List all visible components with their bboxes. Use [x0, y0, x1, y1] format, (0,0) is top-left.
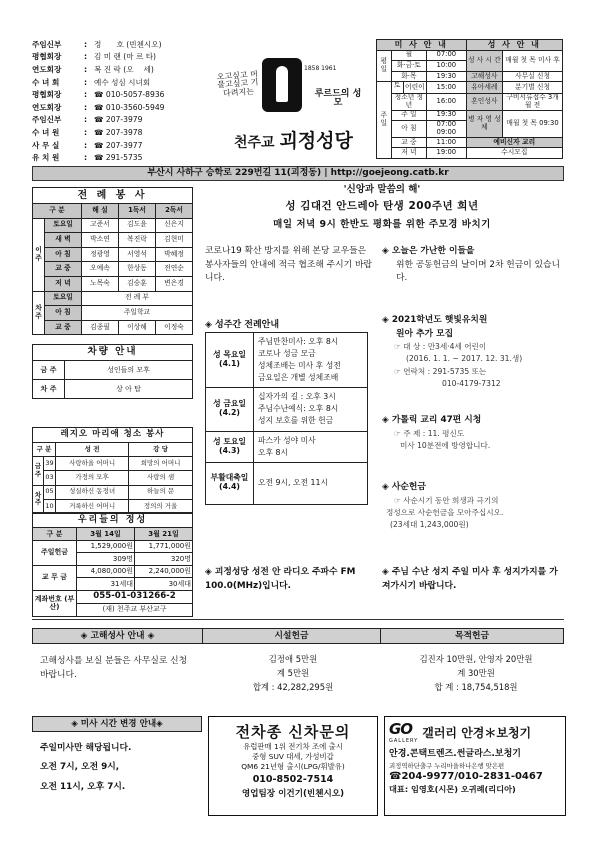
notice-text: (23세대 1,243,000원) — [390, 519, 469, 529]
holy-desc-line: 파스카 성야 미사 — [258, 435, 316, 445]
notice-text: ☞ 주 제 : 11. 평신도 — [394, 428, 465, 438]
address-bar: 부산시 사하구 승학로 229번길 11(괴정동) | http://goejeong.catb.kr — [32, 166, 564, 181]
separator: : — [84, 127, 88, 137]
slogan: 오고싶고 머물고싶고 기다려지는 — [216, 69, 259, 98]
table-row-label: 교 중 — [45, 320, 82, 335]
mass-time: 19:30 — [427, 110, 466, 121]
holy-desc-line: 오후 8시 — [258, 447, 289, 457]
holy-week-table — [205, 332, 368, 505]
staff-row — [32, 126, 222, 139]
offering-line: 계 5만원 — [276, 667, 310, 678]
mass-time: 07:00 09:00 — [427, 121, 466, 138]
notice-text: (2016. 1. 1. ~ 2017. 12. 31.생) — [406, 354, 523, 364]
table-cell: 4,080,000원 — [77, 565, 135, 578]
mary-emblem-icon — [262, 58, 302, 112]
mass-time: 10:00 — [427, 61, 466, 72]
year-theme: '신앙과 말씀의 해' — [343, 184, 421, 195]
ad-line: 중형 SUV 대세, 가성비갑 — [252, 751, 334, 761]
table-cell: 03 — [44, 471, 56, 485]
staff-value: 예수 성심 시녀회 — [94, 77, 151, 87]
notice-title: 원아 추가 모집 — [396, 328, 454, 339]
table-cell: 상 아 탑 — [65, 380, 193, 399]
table-row-label: 토요일 — [45, 218, 82, 233]
table-header: 구 분 — [33, 443, 56, 457]
holy-desc-line: 주님만찬미사: 오후 8시 — [258, 337, 339, 346]
optician-advertisement — [384, 716, 566, 816]
holy-desc-line: 성지 보호를 위한 헌금 — [258, 416, 334, 426]
sat-label: 토 — [392, 82, 404, 93]
table-cell: 박소연 — [82, 233, 119, 248]
table-header: 2독서 — [156, 204, 193, 219]
mass-day-pair — [391, 82, 426, 94]
church-title: 괴정성당 — [279, 130, 353, 152]
table-cell: 신은지 — [156, 218, 193, 233]
offering-line: 김정애 5만원 — [268, 654, 318, 664]
staff-value: 정 호 (빈첸시오) — [94, 39, 162, 49]
mass-title: 미 사 안 내 — [377, 40, 467, 51]
table-cell: 2,240,000원 — [135, 565, 193, 578]
notice-text: 미사 10분전에 방영합니다. — [400, 440, 491, 450]
glasses-logo-icon — [389, 720, 418, 744]
table-cell: 사랑의 샘 — [129, 471, 193, 485]
table-header: 구 분 — [33, 204, 82, 219]
next-week-label: 차주 — [33, 485, 44, 513]
mass-time: 07:00 — [427, 50, 466, 61]
this-week-label: 금주 — [33, 457, 44, 485]
table-cell: 노목숙 — [82, 276, 119, 291]
sacrament-title: 성 사 안 내 — [466, 40, 562, 51]
separator: : — [84, 90, 88, 100]
notice-title: ◈ 오늘은 가난한 이들을 — [382, 246, 475, 256]
account-owner: (재) 천주교 부산교구 — [77, 603, 193, 616]
divider — [32, 619, 564, 620]
mass-time: 11:00 — [427, 137, 466, 148]
ad-line: 유럽판매 1위 전기차 조에 출시 — [243, 742, 343, 751]
mass-day: 교 중 — [391, 137, 426, 148]
table-cell: 김도윤 — [119, 218, 156, 233]
notice-text: ☞ 연락처 : 291-5735 또는 — [394, 366, 487, 376]
table-cell: 박혜정 — [156, 247, 193, 262]
catechism-title: 예비신자 교리 — [466, 137, 562, 148]
table-cell: 사랑하올 어머니 — [56, 457, 129, 471]
notice-kindergarten — [382, 314, 562, 390]
facility-offering — [208, 653, 378, 695]
notice-title: ◈ 가톨릭 교리 47편 시청 — [382, 415, 482, 425]
holy-week-title: ◈ 성주간 전례안내 — [205, 320, 280, 330]
liturgy-service-table — [32, 187, 193, 335]
table-row-label: 계좌번호 (부산) — [33, 590, 77, 616]
notice-text: ☞ 사순시기 동안 희생과 극기의 — [394, 495, 499, 505]
mass-day: 청소년 청 년 — [391, 93, 426, 110]
church-logo-area — [216, 38, 364, 152]
jubilee-title: 성 김대건 안드레아 탄생 200주년 희년 — [285, 200, 479, 212]
prayer-notice: 매일 저녁 9시 한반도 평화를 위한 주모경 바치기 — [273, 219, 491, 230]
mass-day: 저 녁 — [391, 148, 426, 159]
table-cell: 한상동 — [119, 262, 156, 277]
optician-phone: ☎204-9977/010-2831-0467 — [389, 771, 543, 782]
this-week-label: 이 주 — [33, 218, 45, 291]
mass-time: 16:00 — [427, 93, 466, 110]
bottom-header-table — [32, 628, 564, 644]
table-cell: 서영석 — [119, 247, 156, 262]
confession-title: ◈ 고해성사 안내 ◈ — [33, 629, 203, 644]
church-name — [234, 126, 353, 153]
mass-time: 15:00 — [427, 82, 466, 94]
staff-value: 김 미 랜 (마 르 타) — [94, 52, 157, 62]
notice-palm-sunday: ◈ 주님 수난 성지 주일 미사 후 성지가지를 가져가시기 바랍니다. — [382, 567, 558, 591]
vehicle-table — [32, 344, 193, 399]
mass-day: 월 — [391, 50, 426, 61]
notice-text: 위한 공동헌금의 날이며 2차 헌금이 있습니다. — [396, 259, 561, 284]
holy-day — [206, 388, 254, 431]
notice-poor — [382, 245, 562, 286]
staff-value: ☎ 010-3560-5949 — [94, 102, 165, 112]
table-cell: 1,529,000원 — [77, 540, 135, 553]
offering-total: 합 계 : 18,754,518원 — [434, 681, 518, 692]
table-cell: 1,771,000원 — [135, 540, 193, 553]
separator: : — [84, 77, 88, 87]
offering-table — [32, 512, 193, 617]
table-cell: 320명 — [135, 553, 193, 566]
holy-desc-line: 오전 9시, 오전 11시 — [258, 478, 328, 488]
notice-covid: 코로나19 확산 방지를 위해 본당 교우들은 봉사자들의 안내에 적극 협조해 주시기 바랍니다. — [205, 246, 372, 284]
staff-role: 사 무 실 — [32, 140, 60, 150]
offering-line: 김진자 10만원, 안영자 20만원 — [419, 654, 533, 664]
sacrament-value: 구비서류접수 3개월 전 — [503, 93, 563, 110]
holy-day — [206, 462, 254, 504]
holy-desc-line: 코로나 성금 모금 — [258, 349, 316, 359]
holy-desc-line: 금요일은 개별 성체조배 — [258, 373, 339, 383]
holy-desc-line: 주님수난예식: 오후 8시 — [258, 404, 339, 414]
optician-logo — [389, 720, 561, 744]
table-cell: 05 — [44, 485, 56, 499]
staff-value: ☎ 010-5057-8936 — [94, 90, 165, 100]
staff-value: 복 진 락 (오 세) — [94, 64, 154, 74]
table-header: 1독서 — [119, 204, 156, 219]
notice-title: ◈ 사순헌금 — [382, 482, 426, 492]
mass-day: 화·금·토 — [391, 61, 426, 72]
car-advertisement — [208, 716, 378, 816]
sacrament-value: 분기별 신청 — [503, 82, 563, 94]
table-row-label: 새 벽 — [45, 233, 82, 248]
table-cell: 이정숙 — [156, 320, 193, 335]
staff-list — [32, 38, 222, 164]
table-cell: 고준서 — [82, 218, 119, 233]
optician-items: 안경.콘택트렌즈.썬글라스.보청기 — [389, 749, 521, 759]
staff-row — [32, 101, 222, 114]
mass-change-list — [40, 739, 200, 797]
notice-text: 정성으로 사순헌금을 모아주십시오. — [386, 507, 504, 517]
table-cell: 희망의 어머니 — [129, 457, 193, 471]
table-header: 성 전 — [56, 443, 129, 457]
staff-row — [32, 38, 222, 51]
ad-manager: 영업팀장 이건기(빈첸시오) — [241, 788, 345, 799]
vehicle-title: 차량 안내 — [33, 345, 193, 361]
mass-schedule-table — [376, 39, 563, 159]
holy-desc — [254, 431, 368, 462]
notice-catechism — [382, 414, 562, 452]
staff-row — [32, 114, 222, 127]
optician-name: 갤러리 안경＊보청기 — [422, 725, 532, 740]
table-row-label: 금 주 — [33, 361, 65, 380]
table-cell: 성인들의 모후 — [65, 361, 193, 380]
notice-lent-offering — [382, 481, 562, 531]
mass-day: 어린이 — [405, 82, 425, 91]
emblem-year: 1858 1961 — [304, 65, 337, 72]
notice-title: ◈ 2021학년도 햇빛유치원 — [382, 315, 488, 325]
staff-role: 유 치 원 — [32, 153, 60, 163]
holy-day — [206, 431, 254, 462]
mass-day: 화·목 — [391, 71, 426, 82]
holy-day-name: 성 토요일 — [213, 436, 246, 446]
mass-change-line: 주일미사만 해당됩니다. — [40, 743, 132, 753]
table-cell: 30세대 — [135, 578, 193, 591]
ad-line: QM6 21년형 출시(LPG/휘발유) — [241, 761, 345, 771]
table-cell: 김현미 — [156, 233, 193, 248]
table-cell: 이상해 — [119, 320, 156, 335]
staff-row — [32, 63, 222, 76]
table-row-label: 교 무 금 — [33, 565, 77, 590]
staff-row — [32, 139, 222, 152]
sacrament-value: 매월 첫 목 미사 후 — [503, 50, 563, 71]
holy-desc — [254, 462, 368, 504]
offering-total: 합계 : 42,282,295원 — [252, 681, 334, 692]
staff-role: 주임신부 — [32, 115, 62, 125]
staff-value: ☎ 291-5735 — [94, 153, 143, 163]
table-row-label: 저 녁 — [45, 276, 82, 291]
table-cell: 성실하신 동정녀 — [56, 485, 129, 499]
table-cell: 39 — [44, 457, 56, 471]
table-row-label: 주일헌금 — [33, 540, 77, 565]
staff-value: ☎ 207-3978 — [94, 127, 143, 137]
separator: : — [84, 140, 88, 150]
staff-role: 수 녀 회 — [32, 77, 60, 87]
holy-day-date: (4.4) — [219, 482, 240, 492]
sacrament-value: 사무실 신청 — [503, 71, 563, 82]
staff-value: ☎ 207-3977 — [94, 140, 143, 150]
table-cell: 정광영 — [82, 247, 119, 262]
mass-change-line: 오전 7시, 오전 9시, — [40, 762, 120, 773]
staff-row — [32, 151, 222, 164]
holy-day-name: 부활대축일 — [210, 473, 249, 483]
table-cell: 10 — [44, 499, 56, 513]
table-cell: 주일학교 — [82, 306, 193, 321]
table-cell: 309명 — [77, 553, 135, 566]
notice-radio: ◈ 괴정성당 성전 안 라디오 주파수 FM 100.0(MHz)입니다. — [205, 567, 356, 591]
table-cell: 정의의 거울 — [129, 499, 193, 513]
sacrament-label: 혼인성사 — [466, 93, 503, 110]
table-header: 강 당 — [129, 443, 193, 457]
logo-sub: GALLERY — [389, 738, 419, 744]
ad-phone: 010-8502-7514 — [252, 773, 334, 785]
legio-cleaning-table — [32, 427, 193, 514]
separator: : — [84, 115, 88, 125]
confession-text: 고해성사를 보실 분들은 사무실로 신청바랍니다. — [40, 656, 188, 681]
separator: : — [84, 153, 88, 163]
table-cell: 변은경 — [156, 276, 193, 291]
holy-day-name: 성 목요일 — [213, 350, 246, 360]
purpose-offering-title: 목적헌금 — [381, 629, 564, 644]
ad-title: 전차종 신차문의 — [235, 723, 351, 741]
staff-role: 수 녀 원 — [32, 127, 60, 137]
table-cell: 전연순 — [156, 262, 193, 277]
table-cell: 복진락 — [119, 233, 156, 248]
catechism-value: 수시모집 — [466, 148, 562, 159]
table-row-label: 아 침 — [45, 247, 82, 262]
holy-day-date: (4.3) — [219, 445, 240, 455]
table-cell: 김승훈 — [119, 276, 156, 291]
holy-day-date: (4.2) — [219, 408, 240, 418]
table-header: 구 분 — [33, 528, 77, 541]
mass-change-line: 오전 11시, 오후 7시. — [40, 781, 126, 792]
separator: : — [84, 102, 88, 112]
sacrament-label: 병 자 영 성 체 — [466, 110, 503, 137]
mass-day: 아 침 — [391, 121, 426, 138]
holy-desc-line: 성체조배는 미사 후 성전 — [258, 361, 341, 371]
table-row-label: 토요일 — [45, 291, 82, 306]
staff-row — [32, 88, 222, 101]
church-prefix: 천주교 — [234, 135, 275, 151]
account-number: 055-01-031266-2 — [77, 590, 193, 603]
next-week-label: 차 주 — [33, 291, 45, 335]
holy-desc — [254, 333, 368, 388]
staff-role: 평협회장 — [32, 52, 62, 62]
table-header: 3월 14일 — [77, 528, 135, 541]
mass-change-title: ◈ 미사 시간 변경 안내◈ — [32, 716, 202, 732]
staff-value: ☎ 207-3979 — [94, 115, 143, 125]
sacrament-label: 성 사 시 간 — [466, 50, 503, 71]
staff-role: 평협회장 — [32, 90, 62, 100]
table-row-label: 차 주 — [33, 380, 65, 399]
staff-role: 연도회장 — [32, 102, 62, 112]
purpose-offering — [386, 653, 566, 695]
staff-role: 연도회장 — [32, 64, 62, 74]
separator: : — [84, 52, 88, 62]
table-cell: 김종필 — [82, 320, 119, 335]
table-cell: 하늘의 문 — [129, 485, 193, 499]
sacrament-label: 유아세례 — [466, 82, 503, 94]
notice-text: ☞ 대 상 : 만3세·4세 어린이 — [394, 342, 487, 352]
table-cell: 31세대 — [77, 578, 135, 591]
notice-text: 010-4179-7312 — [442, 378, 501, 388]
sacrament-value: 매월 첫 목 09:30 — [503, 110, 563, 137]
lourdes-label: 루르드의 성모 — [314, 89, 362, 109]
mass-time: 19:30 — [427, 71, 466, 82]
weekday-label: 평일 — [377, 50, 392, 82]
holy-desc — [254, 388, 368, 431]
service-title: 전 례 봉 사 — [33, 188, 193, 204]
mass-day: 주 일 — [391, 110, 426, 121]
legio-title: 레지오 마리애 청소 봉사 — [33, 428, 193, 443]
staff-role: 주임신부 — [32, 39, 62, 49]
table-cell: 오예속 — [82, 262, 119, 277]
offering-title: 우리들의 정성 — [33, 513, 193, 528]
table-header: 해 설 — [82, 204, 119, 219]
table-cell: 전 례 부 — [82, 291, 193, 306]
table-header: 3월 21일 — [135, 528, 193, 541]
staff-row — [32, 76, 222, 89]
table-row-label: 교 중 — [45, 262, 82, 277]
logo-mark: GO — [389, 720, 413, 738]
separator: : — [84, 64, 88, 74]
sacrament-label: 고해성사 — [466, 71, 503, 82]
separator: : — [84, 39, 88, 49]
mass-time: 19:00 — [427, 148, 466, 159]
table-cell: 거룩하신 어머니 — [56, 499, 129, 513]
offering-line: 계 30만원 — [457, 667, 495, 678]
staff-row — [32, 51, 222, 64]
holy-day-name: 성 금요일 — [213, 399, 246, 409]
holy-desc-line: 십자가의 길 : 오후 3시 — [258, 392, 336, 402]
optician-address: 괴정역하단출구 누리마을하나은행 맞은편 — [389, 762, 505, 770]
optician-representative: 대표: 임영호(시몬) 오귀례(리디아) — [389, 784, 516, 794]
sunday-label: 주일 — [377, 82, 392, 159]
facility-offering-title: 시설헌금 — [203, 629, 381, 644]
table-row-label: 아 침 — [45, 306, 82, 321]
holy-day — [206, 333, 254, 388]
holy-day-date: (4.1) — [219, 359, 240, 369]
table-cell: 가정의 모후 — [56, 471, 129, 485]
